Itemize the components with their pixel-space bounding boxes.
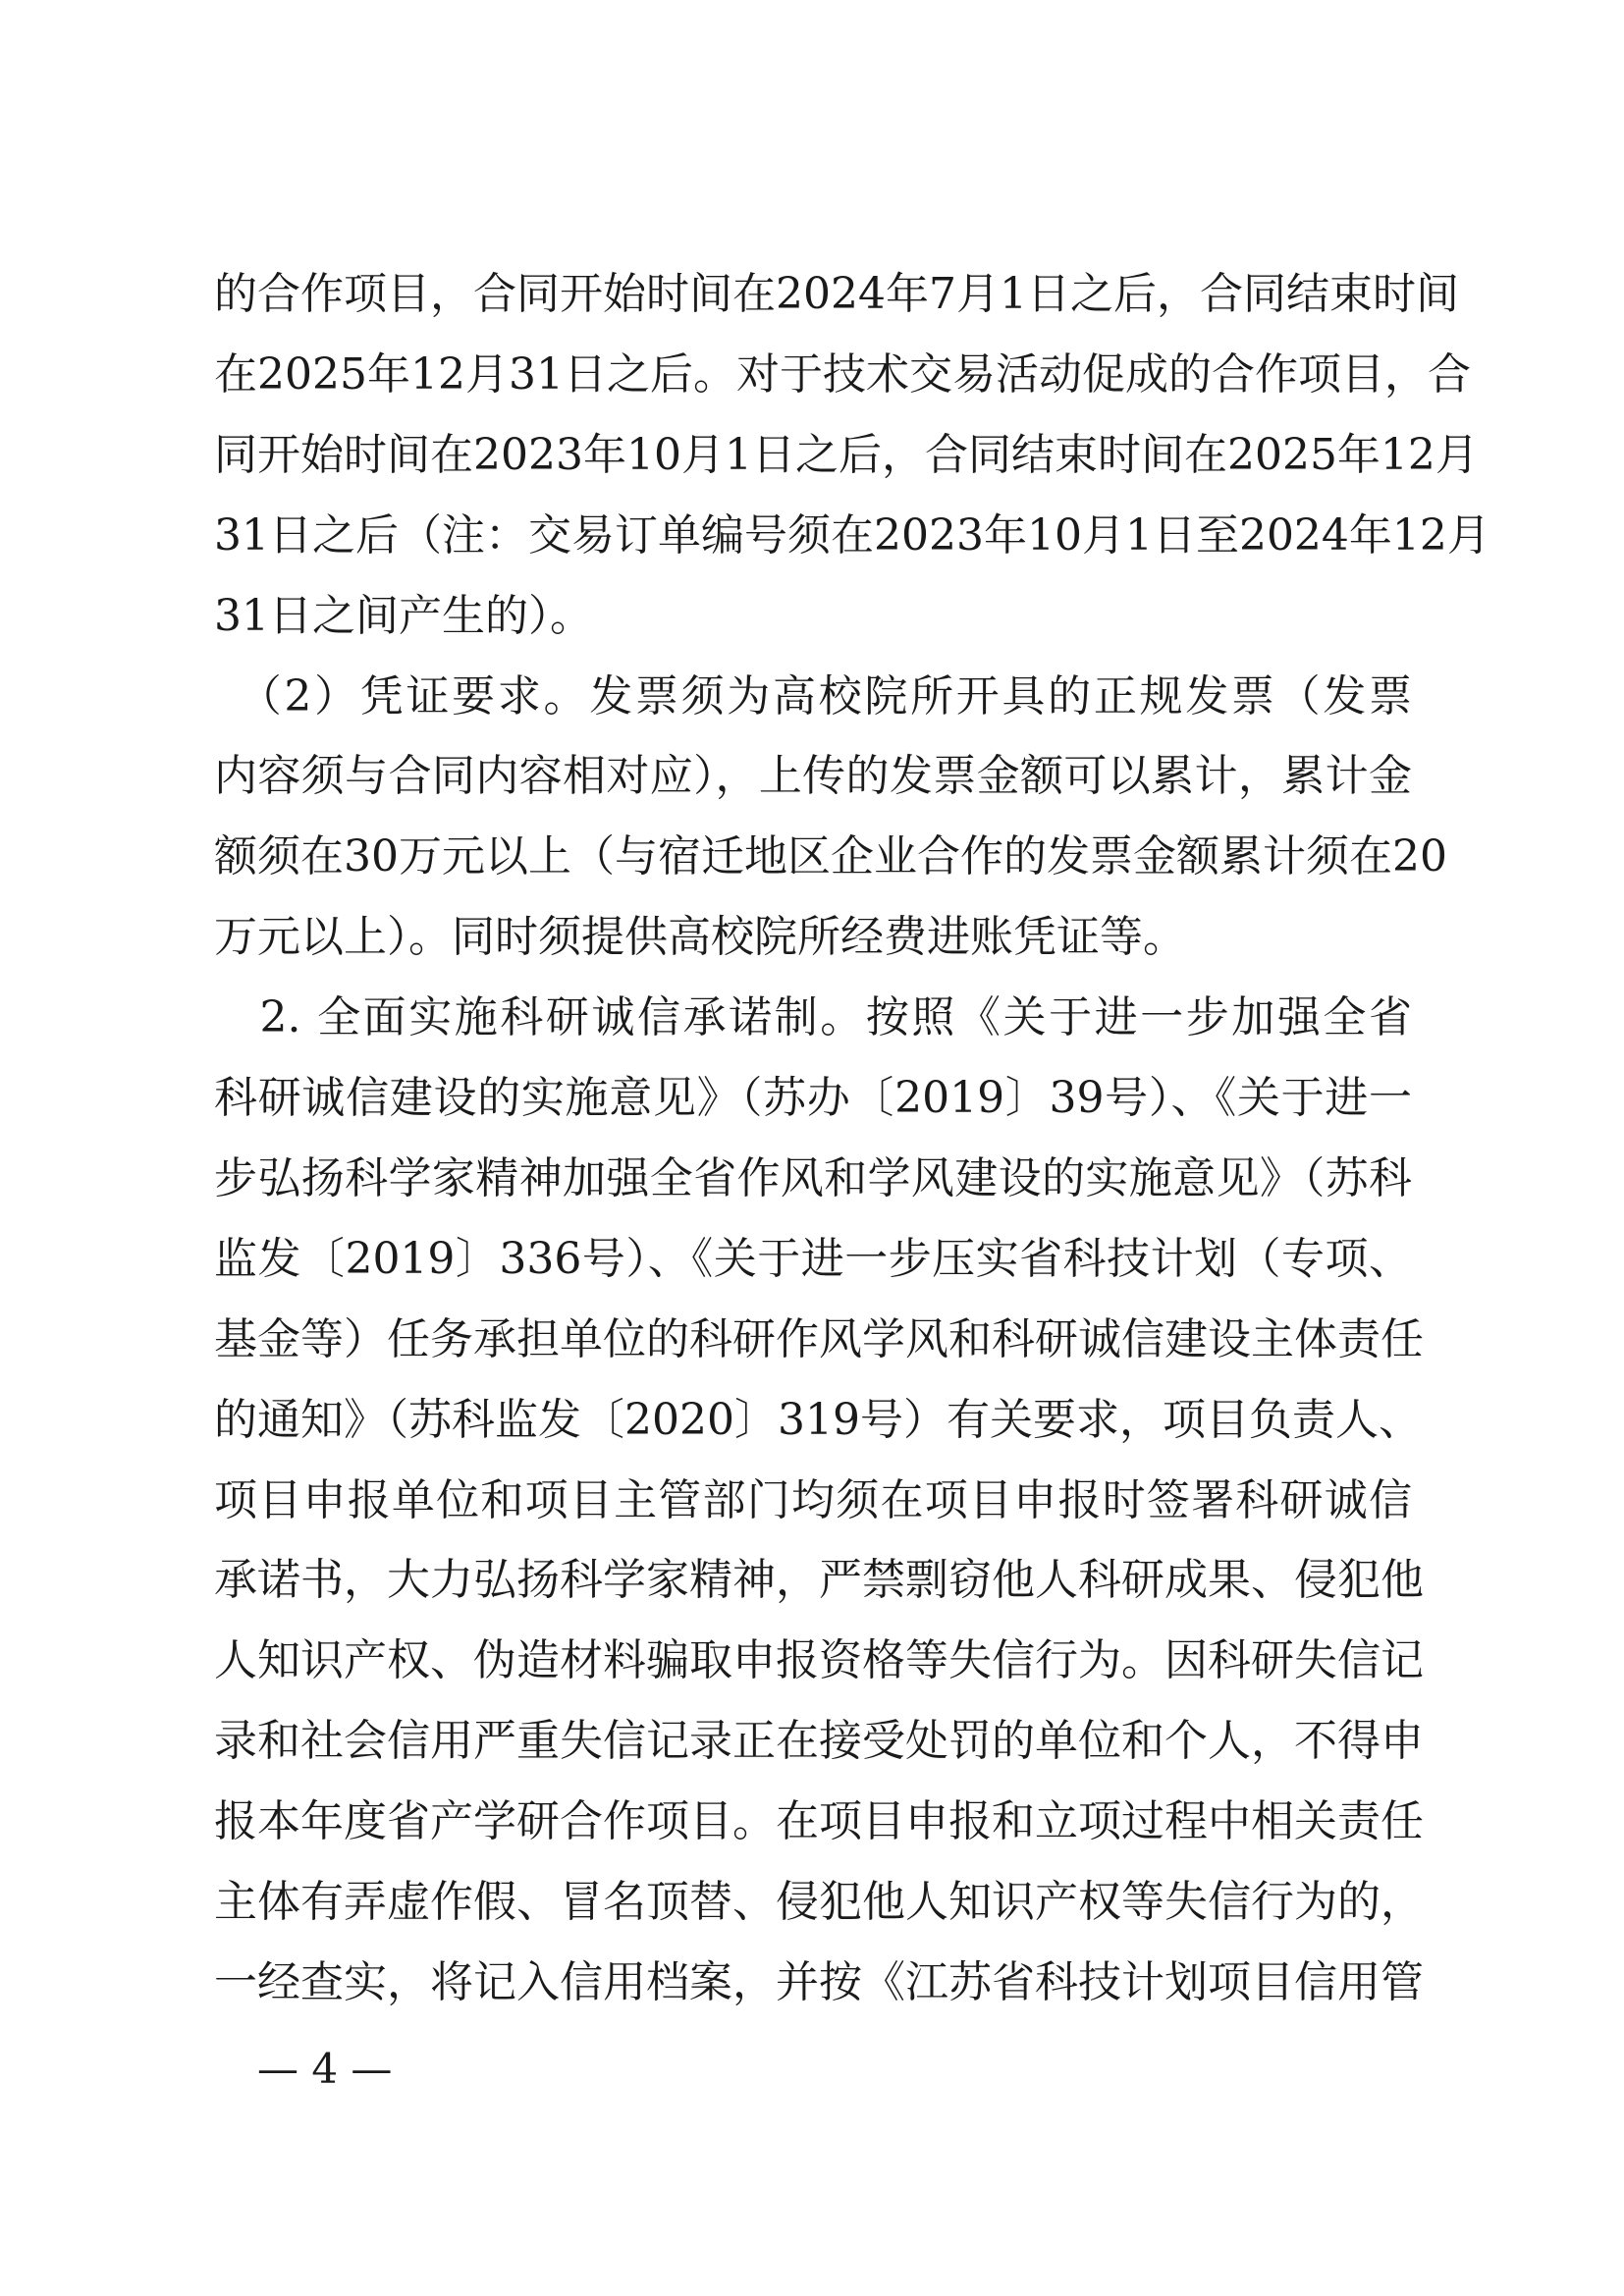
- body-text-line: 额须在30万元以上（与宿迁地区企业合作的发票金额累计须在20: [214, 831, 1447, 881]
- body-text-line: 科研诚信建设的实施意见》（苏办〔2019〕39号）、《关于进一: [214, 1073, 1412, 1123]
- body-text-line: 步弘扬科学家精神加强全省作风和学风建设的实施意见》（苏科: [214, 1153, 1412, 1203]
- body-text-line: 31日之后（注：交易订单编号须在2023年10月1日至2024年12月: [214, 510, 1490, 561]
- body-text-line: 承诺书，大力弘扬科学家精神，严禁剽窃他人科研成果、侵犯他: [214, 1555, 1424, 1605]
- body-text-line: 内容须与合同内容相对应），上传的发票金额可以累计，累计金: [214, 751, 1412, 801]
- body-text-line: 主体有弄虚作假、冒名顶替、侵犯他人知识产权等失信行为的，: [214, 1877, 1424, 1927]
- body-text-line: 的通知》（苏科监发〔2020〕319号）有关要求，项目负责人、: [214, 1395, 1422, 1445]
- body-text-line: 人知识产权、伪造材料骗取申报资格等失信行为。因科研失信记: [214, 1635, 1424, 1685]
- body-text-line: 的合作项目，合同开始时间在2024年7月1日之后，合同结束时间: [214, 269, 1459, 319]
- body-text-line: 在2025年12月31日之后。对于技术交易活动促成的合作项目，合: [214, 349, 1471, 400]
- body-text-line: 基金等）任务承担单位的科研作风学风和科研诚信建设主体责任: [214, 1314, 1424, 1364]
- body-text-line: 31日之间产生的）。: [214, 591, 593, 641]
- body-text-line: 报本年度省产学研合作项目。在项目申报和立项过程中相关责任: [214, 1796, 1424, 1846]
- body-text-line: 2. 全面实施科研诚信承诺制。按照《关于进一步加强全省: [214, 992, 1412, 1042]
- body-text-line: 一经查实，将记入信用档案，并按《江苏省科技计划项目信用管: [214, 1957, 1424, 2007]
- body-text-line: 万元以上）。同时须提供高校院所经费进账凭证等。: [214, 912, 1186, 962]
- body-text-line: 监发〔2019〕336号）、《关于进一步压实省科技计划（专项、: [214, 1234, 1412, 1284]
- body-text-line: 同开始时间在2023年10月1日之后，合同结束时间在2025年12月: [214, 430, 1479, 480]
- body-text-line: 项目申报单位和项目主管部门均须在项目申报时签署科研诚信: [214, 1475, 1412, 1525]
- body-text-line: 录和社会信用严重失信记录正在接受处罚的单位和个人，不得申: [214, 1716, 1424, 1766]
- page-number: — 4 —: [257, 2045, 393, 2093]
- body-text-line: （2）凭证要求。发票须为高校院所开具的正规发票（发票: [214, 671, 1412, 721]
